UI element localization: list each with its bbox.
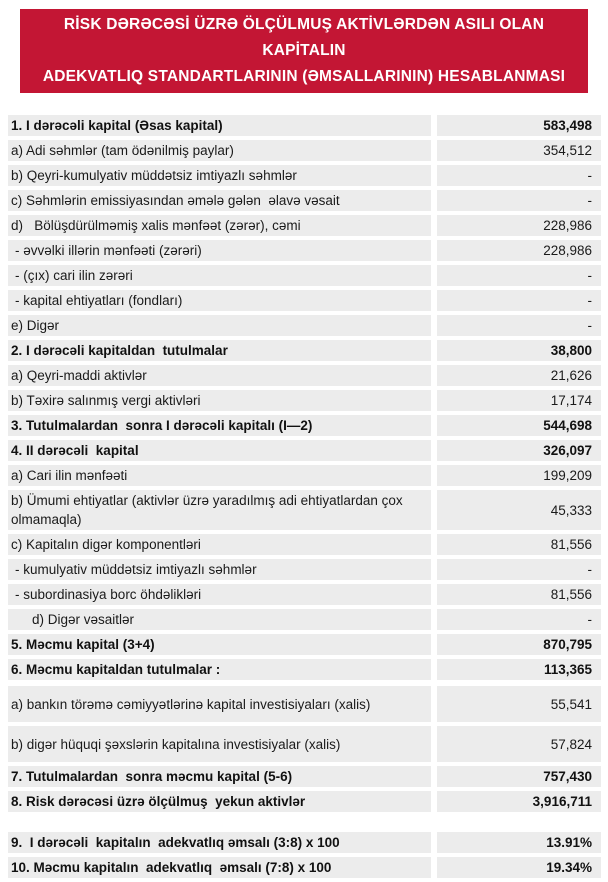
row-value: 354,512: [437, 140, 601, 161]
row-label: b) Təxirə salınmış vergi aktivləri: [8, 390, 431, 411]
table-row: [8, 415, 601, 436]
row-value: -: [437, 190, 601, 211]
row-value: -: [437, 315, 601, 336]
table-row: [8, 465, 601, 486]
capital-table: [8, 115, 601, 882]
table-row: [8, 190, 601, 211]
row-label: c) Səhmlərin emissiyasından əmələ gələn əlavə vəsait: [8, 190, 431, 211]
row-label: a) Cari ilin mənfəəti: [8, 465, 431, 486]
row-value: 3,916,711: [437, 791, 601, 812]
row-value: 228,986: [437, 240, 601, 261]
row-label: d) Digər vəsaitlər: [8, 609, 431, 630]
row-label: b) Qeyri-kumulyativ müddətsiz imtiyazlı səhmlər: [8, 165, 431, 186]
row-value: 544,698: [437, 415, 601, 436]
row-value: 199,209: [437, 465, 601, 486]
table-row: [8, 440, 601, 461]
row-label: 5. Məcmu kapital (3+4): [8, 634, 431, 655]
row-label: 1. I dərəcəli kapital (Əsas kapital): [8, 115, 431, 136]
table-row: [8, 140, 601, 161]
row-label: 4. II dərəcəli kapital: [8, 440, 431, 461]
table-row: [8, 609, 601, 630]
table-row: [8, 584, 601, 605]
table-row: [8, 340, 601, 361]
table-row: [8, 265, 601, 286]
row-label: - əvvəlki illərin mənfəəti (zərəri): [8, 240, 431, 261]
row-value: 19.34%: [437, 857, 601, 878]
row-value: -: [437, 559, 601, 580]
table-row: [8, 365, 601, 386]
table-row: [8, 634, 601, 655]
row-value: 57,824: [437, 726, 601, 762]
table-row: [8, 686, 601, 722]
table-row: [8, 766, 601, 787]
row-label: c) Kapitalın digər komponentləri: [8, 534, 431, 555]
row-value: -: [437, 290, 601, 311]
table-row: [8, 165, 601, 186]
row-label: - kumulyativ müddətsiz imtiyazlı səhmlər: [8, 559, 431, 580]
row-label: 3. Tutulmalardan sonra I dərəcəli kapitalı (I—2): [8, 415, 431, 436]
row-label: 7. Tutulmalardan sonra məcmu kapital (5-6): [8, 766, 431, 787]
row-label: 9. I dərəcəli kapitalın adekvatlıq əmsalı (3:8) x 100: [8, 832, 431, 853]
table-row: [8, 490, 601, 530]
report-title-line1: RİSK DƏRƏCƏSİ ÜZRƏ ÖLÇÜLMUŞ AKTİVLƏRDƏN ASILI OLAN KAPİTALIN: [63, 16, 545, 59]
report-title-banner: [20, 9, 588, 93]
row-value: 17,174: [437, 390, 601, 411]
row-label: - kapital ehtiyatları (fondları): [8, 290, 431, 311]
row-value: 326,097: [437, 440, 601, 461]
row-label: b) Ümumi ehtiyatlar (aktivlər üzrə yaradılmış adi ehtiyatlardan çox olmamaqla): [8, 490, 431, 530]
table-row: [8, 215, 601, 236]
table-row: [8, 659, 601, 680]
row-label: a) Qeyri-maddi aktivlər: [8, 365, 431, 386]
table-row: [8, 857, 601, 878]
row-label: a) Adi səhmlər (tam ödənilmiş paylar): [8, 140, 431, 161]
table-row: [8, 290, 601, 311]
row-label: e) Digər: [8, 315, 431, 336]
row-value: -: [437, 265, 601, 286]
table-row: [8, 240, 601, 261]
row-value: 870,795: [437, 634, 601, 655]
row-value: 81,556: [437, 534, 601, 555]
row-value: 55,541: [437, 686, 601, 722]
table-row: [8, 832, 601, 853]
row-value: 38,800: [437, 340, 601, 361]
table-row: [8, 315, 601, 336]
row-value: 228,986: [437, 215, 601, 236]
row-value: 21,626: [437, 365, 601, 386]
table-row: [8, 791, 601, 812]
row-value: -: [437, 165, 601, 186]
row-value: 81,556: [437, 584, 601, 605]
row-label: 8. Risk dərəcəsi üzrə ölçülmuş yekun aktivlər: [8, 791, 431, 812]
row-label: a) bankın törəmə cəmiyyətlərinə kapital investisiyaları (xalis): [8, 686, 431, 722]
row-value: 113,365: [437, 659, 601, 680]
row-label: - subordinasiya borc öhdəlikləri: [8, 584, 431, 605]
table-row: [8, 726, 601, 762]
table-row: [8, 534, 601, 555]
row-value: -: [437, 609, 601, 630]
row-value: 45,333: [437, 490, 601, 530]
row-label: 2. I dərəcəli kapitaldan tutulmalar: [8, 340, 431, 361]
table-row: [8, 390, 601, 411]
row-label: - (çıx) cari ilin zərəri: [8, 265, 431, 286]
row-label: 6. Məcmu kapitaldan tutulmalar :: [8, 659, 431, 680]
row-value: 13.91%: [437, 832, 601, 853]
row-label: b) digər hüquqi şəxslərin kapitalına investisiyalar (xalis): [8, 726, 431, 762]
row-value: 757,430: [437, 766, 601, 787]
table-row: [8, 115, 601, 136]
row-label: d) Bölüşdürülməmiş xalis mənfəət (zərər), cəmi: [8, 215, 431, 236]
row-value: 583,498: [437, 115, 601, 136]
row-label: 10. Məcmu kapitalın adekvatlıq əmsalı (7:8) x 100: [8, 857, 431, 878]
report-title-line2: ADEKVATLIQ STANDARTLARININ (ƏMSALLARININ) HESABLANMASI: [42, 68, 566, 85]
table-row: [8, 559, 601, 580]
